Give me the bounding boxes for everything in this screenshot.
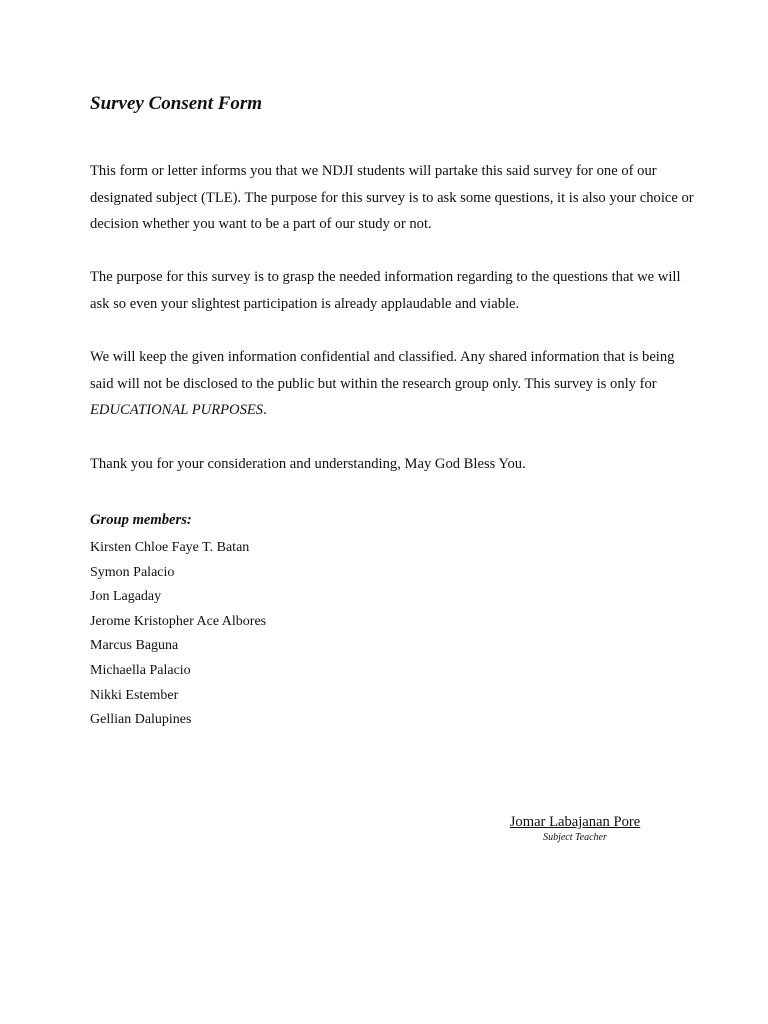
member-item: Marcus Baguna xyxy=(90,638,179,654)
member-item: Kirsten Chloe Faye T. Batan xyxy=(90,540,250,555)
member-item: Jerome Kristopher Ace Albores xyxy=(90,613,267,629)
paragraph-thanks: Thank you for your consideration and understanding, May God Bless You. xyxy=(90,456,526,472)
signature-block xyxy=(480,812,670,844)
group-members-heading: Group members: xyxy=(90,512,192,528)
document-title: Survey Consent Form xyxy=(90,93,263,114)
member-item: Michaella Palacio xyxy=(90,662,191,678)
member-item: Symon Palacio xyxy=(90,564,175,580)
member-item: Gellian Dalupines xyxy=(90,712,192,728)
group-members-list xyxy=(90,536,266,733)
paragraph-purpose: The purpose for this survey is to grasp the needed information regarding to the questions that we will ask so even your slightest participation is already applaudable and viable. xyxy=(90,269,681,312)
paragraph-confidentiality xyxy=(90,344,700,424)
member-item: Jon Lagaday xyxy=(90,589,162,605)
educational-purposes-emphasis: EDUCATIONAL PURPOSES xyxy=(90,402,264,418)
confidentiality-period: . xyxy=(263,402,267,418)
teacher-role: Subject Teacher xyxy=(543,832,607,843)
teacher-name: Jomar Labajanan Pore xyxy=(509,814,641,830)
confidentiality-text: We will keep the given information confidential and classified. Any shared information that is being said will not be disclosed to the public but within the research group only. This survey is only for xyxy=(90,349,675,392)
paragraph-intro: This form or letter informs you that we NDJI students will partake this said survey for one of our designated subject (TLE). The purpose for this survey is to ask some questions, it is also your choice or decision whether you want to be a part of our study or not. xyxy=(90,163,694,232)
member-item: Nikki Estember xyxy=(90,687,179,703)
